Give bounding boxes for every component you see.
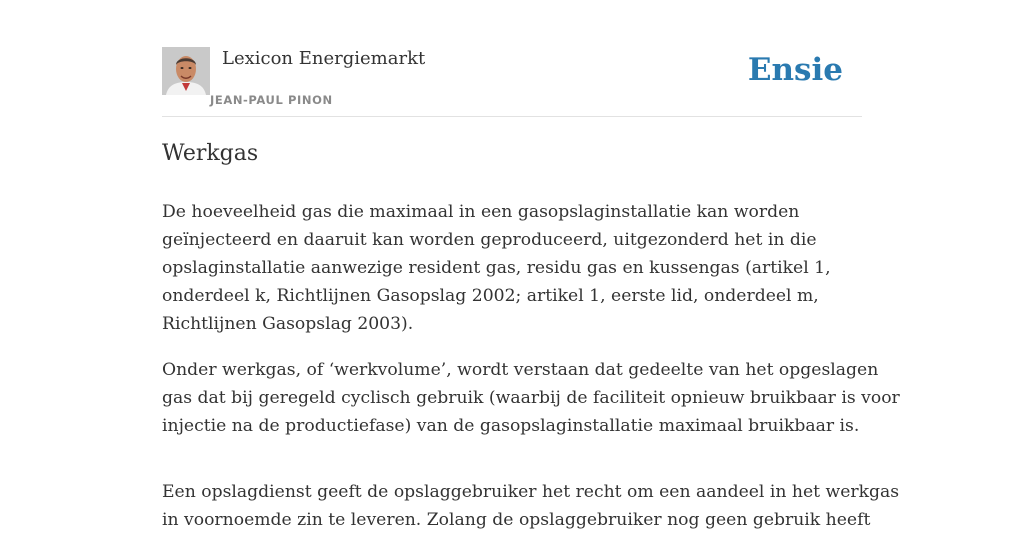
- paragraph-line: Richtlijnen Gasopslag 2003).: [162, 314, 414, 334]
- article: [162, 137, 900, 552]
- book-title[interactable]: Lexicon Energiemarkt: [222, 48, 426, 69]
- paragraph-line: gas dat bij geregeld cyclisch gebruik (waarbij de faciliteit opnieuw bruikbaar is voor: [162, 388, 900, 408]
- paragraph: [162, 356, 900, 440]
- header: [162, 46, 862, 117]
- author-portrait-icon: [162, 47, 210, 95]
- entry-title: Werkgas: [162, 141, 259, 166]
- paragraph-line: opslaginstallatie aanwezige resident gas, residu gas en kussengas (artikel 1,: [162, 258, 831, 278]
- author-name[interactable]: JEAN-PAUL PINON: [210, 93, 333, 107]
- paragraph-line: in voornoemde zin te leveren. Zolang de opslaggebruiker nog geen gebruik heeft: [162, 510, 871, 530]
- paragraph-line: injectie na de productiefase) van de gasopslaginstallatie maximaal bruikbaar is.: [162, 416, 860, 436]
- brand-logo[interactable]: Ensie: [747, 52, 843, 88]
- paragraph-line: geïnjecteerd en daaruit kan worden geproduceerd, uitgezonderd het in die: [162, 230, 817, 250]
- paragraph: [162, 198, 874, 338]
- author-avatar[interactable]: [162, 47, 210, 95]
- paragraph-line: De hoeveelheid gas die maximaal in een gasopslaginstallatie kan worden: [162, 202, 800, 222]
- paragraph-line: onderdeel k, Richtlijnen Gasopslag 2002; artikel 1, eerste lid, onderdeel m,: [162, 286, 819, 306]
- paragraph-line: Onder werkgas, of ‘werkvolume’, wordt verstaan dat gedeelte van het opgeslagen: [162, 360, 879, 380]
- paragraph-line: Een opslagdienst geeft de opslaggebruiker het recht om een aandeel in het werkgas: [162, 482, 900, 502]
- paragraph: [162, 478, 900, 534]
